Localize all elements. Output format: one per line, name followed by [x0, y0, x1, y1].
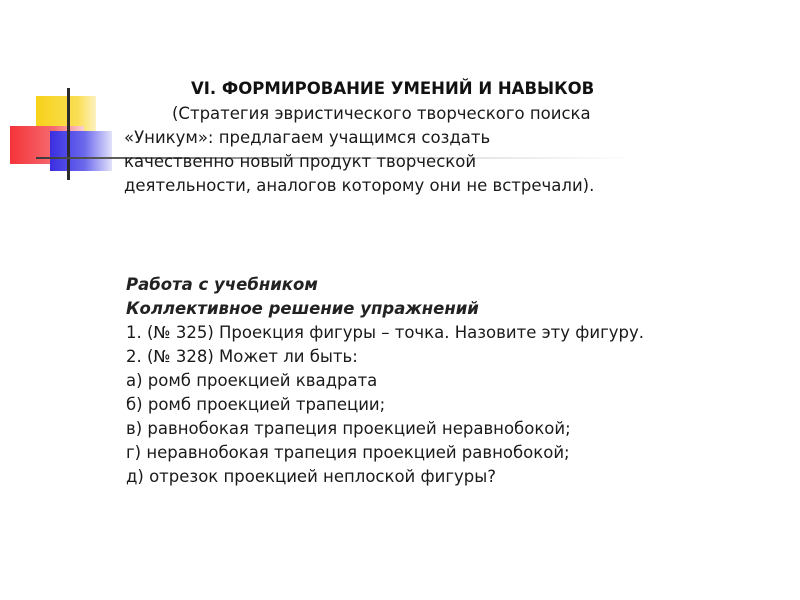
subtitle-textbook-work: Работа с учебником: [126, 275, 318, 294]
task-item-d: г) неравнобокая трапеция проекцией равнобокой;: [126, 443, 570, 462]
task-item-a: а) ромб проекцией квадрата: [126, 371, 378, 390]
task-item-b: б) ромб проекцией трапеции;: [126, 395, 386, 414]
task-item-c: в) равнобокая трапеция проекцией неравнобокой;: [126, 419, 571, 438]
vertical-line-decoration: [67, 88, 70, 180]
subtitle-collective-solution: Коллективное решение упражнений: [126, 299, 479, 318]
task-item-2: 2. (№ 328) Может ли быть:: [126, 347, 358, 366]
intro-line-1: (Стратегия эвристического творческого поиска: [172, 104, 591, 123]
task-item-e: д) отрезок проекцией неплоской фигуры?: [126, 467, 497, 486]
intro-line-2: «Уникум»: предлагаем учащимся создать: [124, 128, 491, 147]
task-item-1: 1. (№ 325) Проекция фигуры – точка. Назовите эту фигуру.: [126, 323, 645, 342]
intro-line-4: деятельности, аналогов которому они не встречали).: [124, 176, 595, 195]
blue-square-decoration: [50, 131, 112, 171]
intro-line-3: качественно новый продукт творческой: [124, 152, 477, 171]
task-block: [126, 273, 746, 489]
slide-title: VI. ФОРМИРОВАНИЕ УМЕНИЙ И НАВЫКОВ: [191, 79, 595, 98]
